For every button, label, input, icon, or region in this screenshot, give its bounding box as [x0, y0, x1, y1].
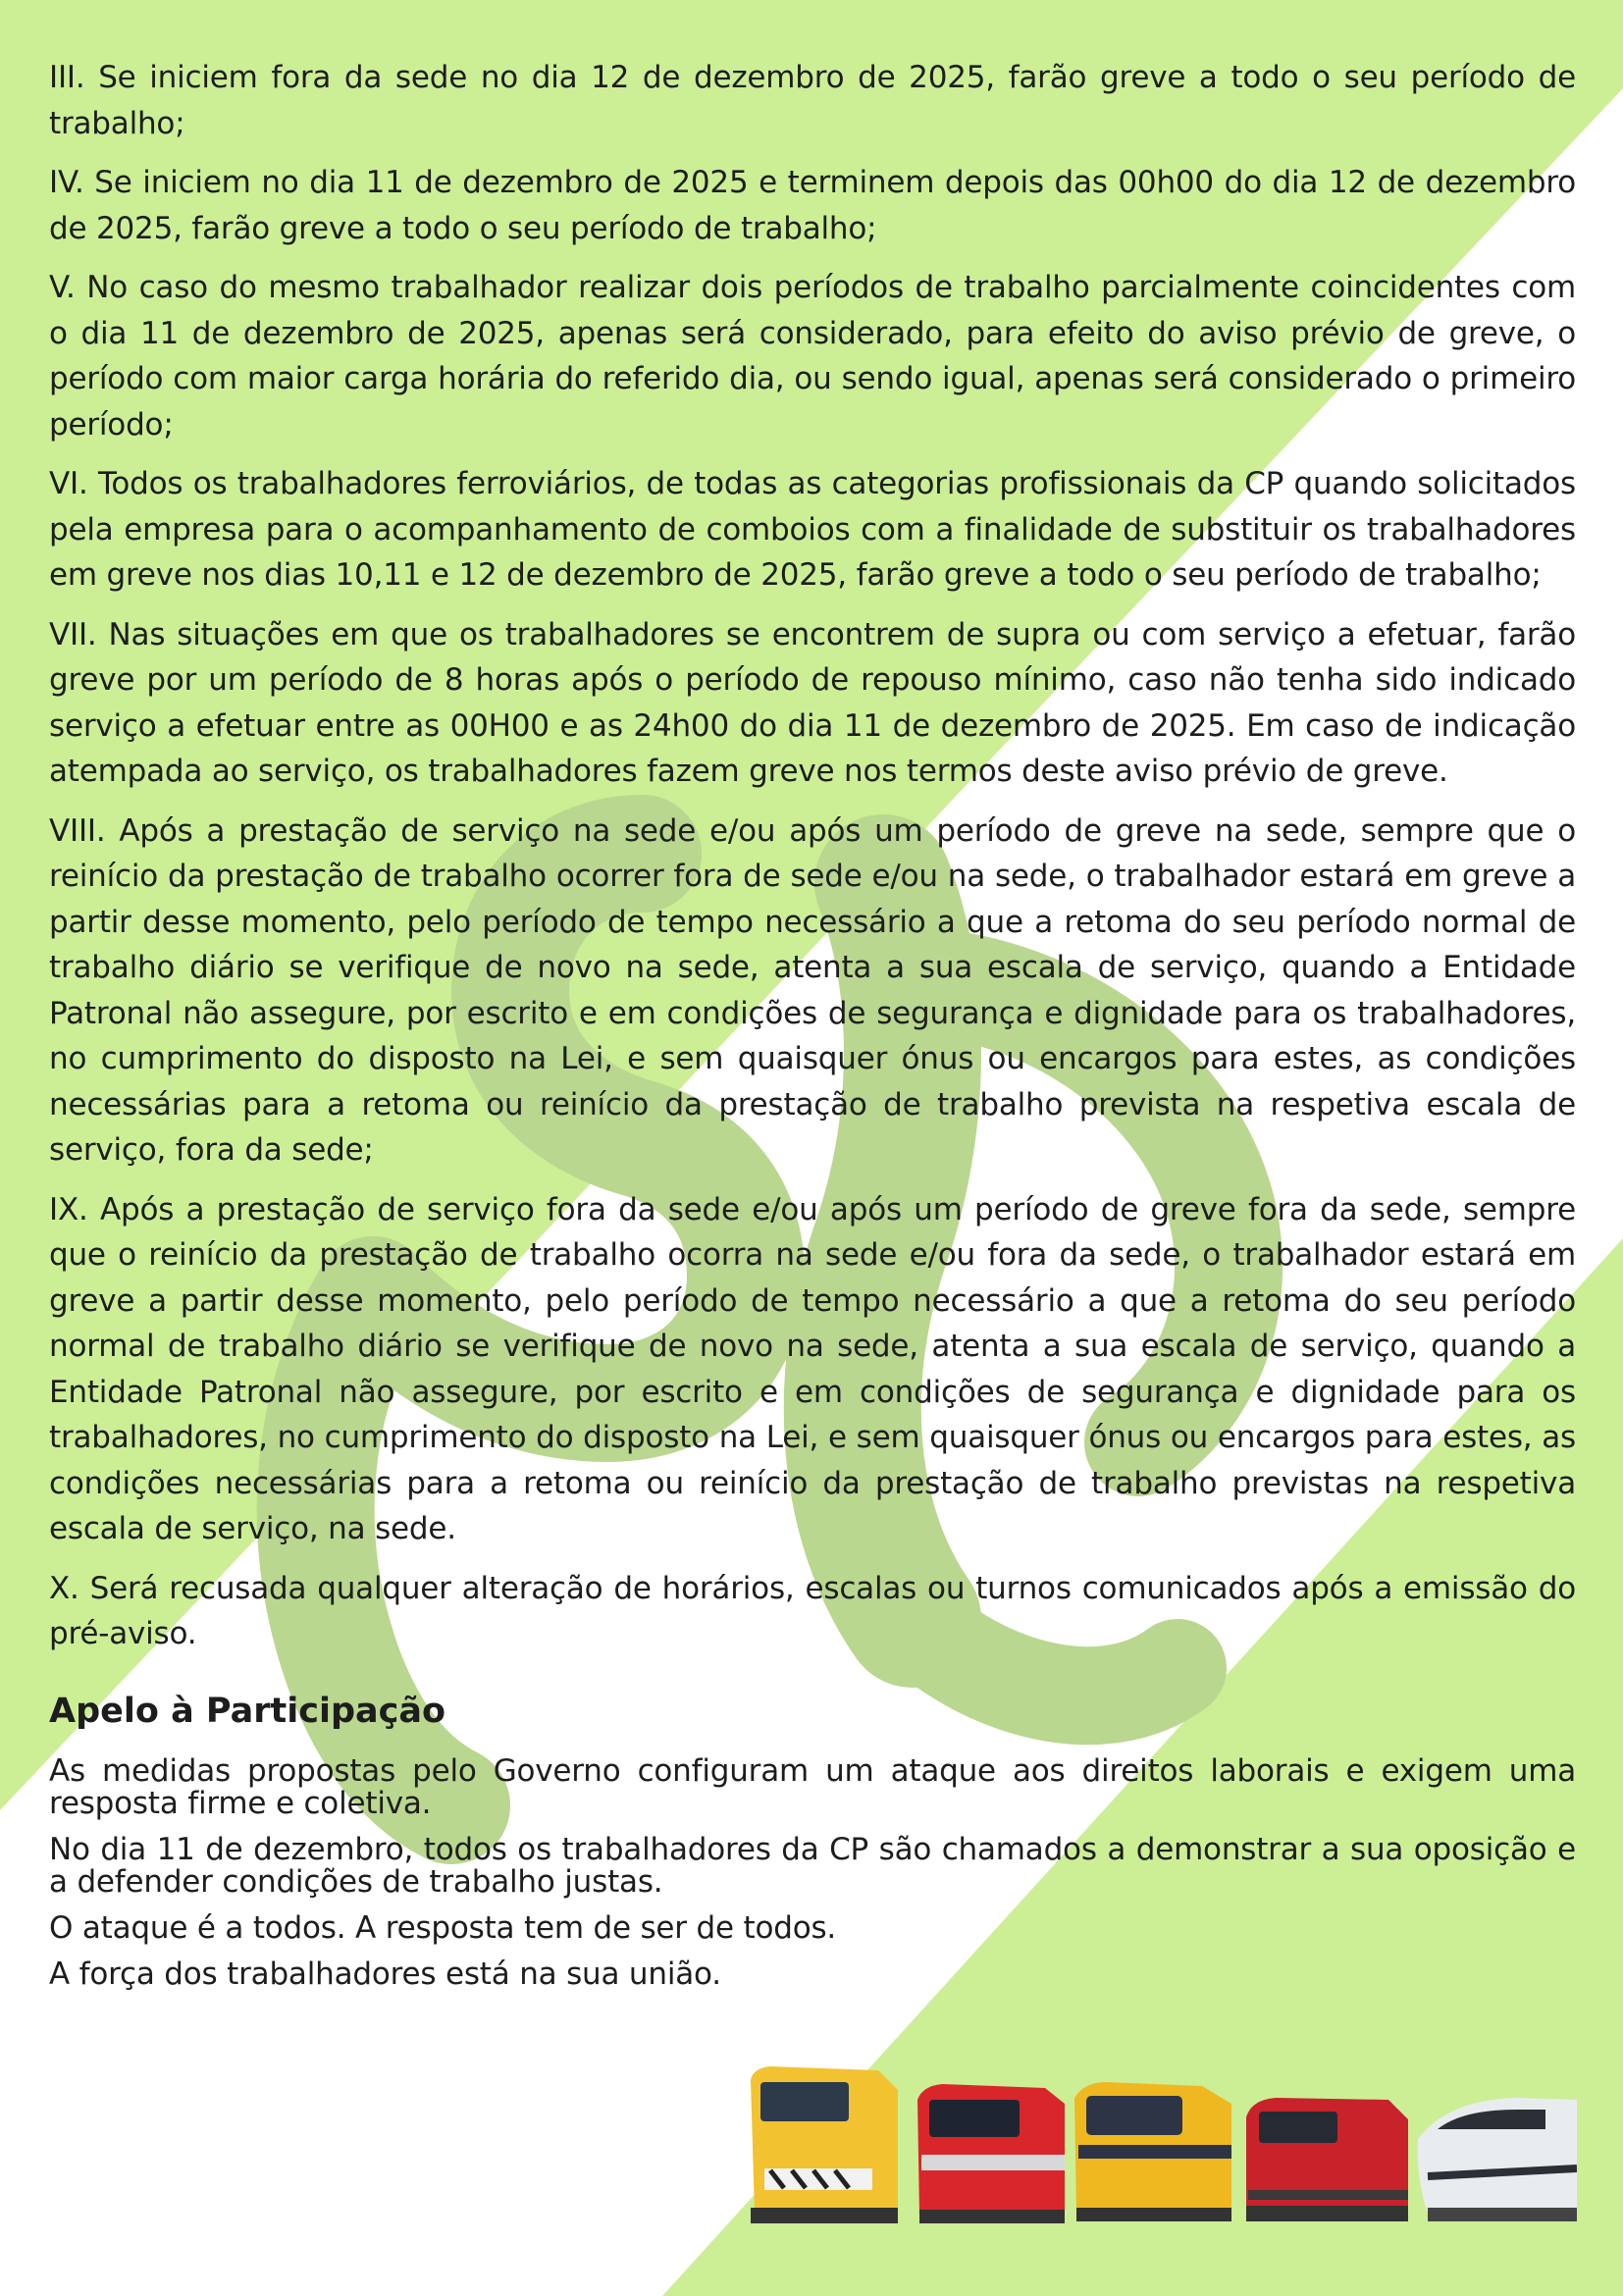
trains-illustration	[741, 2061, 1577, 2233]
strike-clause-iii: III. Se iniciem fora da sede no dia 12 de dezembro de 2025, farão greve a todo o seu período de trabalho;	[49, 60, 1576, 141]
red-suburban-train	[917, 2084, 1065, 2223]
strike-clause-x: X. Será recusada qualquer alteração de horários, escalas ou turnos comunicados após a emissão do pré-aviso.	[49, 1570, 1576, 1651]
yellow-commuter-train	[1074, 2082, 1231, 2221]
strike-clause-viii: VIII. Após a prestação de serviço na sede e/ou após um período de greve na sede, sempre que o reinício da prestação de trabalho ocorrer fora de sede e/ou na sede, o trabalhador estará em greve a partir desse momento, pelo período de tempo necessário a que a retoma do seu período normal de trabalho diário se verifique de novo na sede, atenta a sua escala de serviço, quando a Entidade Patronal não assegure, por escrito e em condições de segurança e dignidade para os trabalhadores, no cumprimento do disposto na Lei, e sem quaisquer ónus ou encargos para estes, as condições necessárias para a retoma ou reinício da prestação de trabalho prevista na respetiva escala de serviço, fora da sede;	[49, 812, 1576, 1168]
strike-clause-vii: VII. Nas situações em que os trabalhadores se encontrem de supra ou com serviço a efetuar, farão greve por um período de 8 horas após o período de repouso mínimo, caso não tenha sido indicado serviço a efetuar entre as 00H00 e as 24h00 do dia 11 de dezembro de 2025. Em caso de indicação atempada ao serviço, os trabalhadores fazem greve nos termos deste aviso prévio de greve.	[49, 616, 1576, 789]
appeal-line: O ataque é a todos. A resposta tem de ser de todos.	[49, 1909, 837, 1946]
appeal-line: As medidas propostas pelo Governo configuram um ataque aos direitos laborais e exigem uma resposta firme e coletiva.	[49, 1752, 1576, 1821]
yellow-regional-train	[751, 2066, 898, 2223]
strike-clause-vi: VI. Todos os trabalhadores ferroviários, de todas as categorias profissionais da CP quando solicitados pela empresa para o acompanhamento de comboios com a finalidade de substituir os trabalhadores em greve nos dias 10,11 e 12 de dezembro de 2025, farão greve a todo o seu período de trabalho;	[49, 466, 1576, 593]
white-alfa-pendular-train	[1418, 2098, 1577, 2221]
appeal-heading: Apelo à Participação	[49, 1691, 446, 1731]
document-body	[49, 55, 1576, 2005]
strike-clause-ix: IX. Após a prestação de serviço fora da sede e/ou após um período de greve fora da sede, sempre que o reinício da prestação de trabalho ocorra na sede e/ou fora da sede, o trabalhador estará em greve a partir desse momento, pelo período de tempo necessário a que a retoma do seu período normal de trabalho diário se verifique de novo na sede, atenta a sua escala de serviço, quando a Entidade Patronal não assegure, por escrito e em condições de segurança e dignidade para os trabalhadores, no cumprimento do disposto na Lei, e sem quaisquer ónus ou encargos para estes, as condições necessárias para a retoma ou reinício da prestação de trabalho previstas na respetiva escala de serviço, na sede.	[49, 1191, 1576, 1546]
appeal-line: No dia 11 de dezembro, todos os trabalhadores da CP são chamados a demonstrar a sua oposição e a defender condições de trabalho justas.	[49, 1831, 1576, 1900]
appeal-line: A força dos trabalhadores está na sua união.	[49, 1956, 721, 1992]
strike-clause-v: V. No caso do mesmo trabalhador realizar dois períodos de trabalho parcialmente coincidentes com o dia 11 de dezembro de 2025, apenas será considerado, para efeito do aviso prévio de greve, o período com maior carga horária do referido dia, ou sendo igual, apenas será considerado o primeiro período;	[49, 270, 1576, 443]
strike-clause-iv: IV. Se iniciem no dia 11 de dezembro de 2025 e terminem depois das 00h00 do dia 12 de dezembro de 2025, farão greve a todo o seu período de trabalho;	[49, 165, 1576, 246]
red-locomotive	[1246, 2098, 1408, 2221]
